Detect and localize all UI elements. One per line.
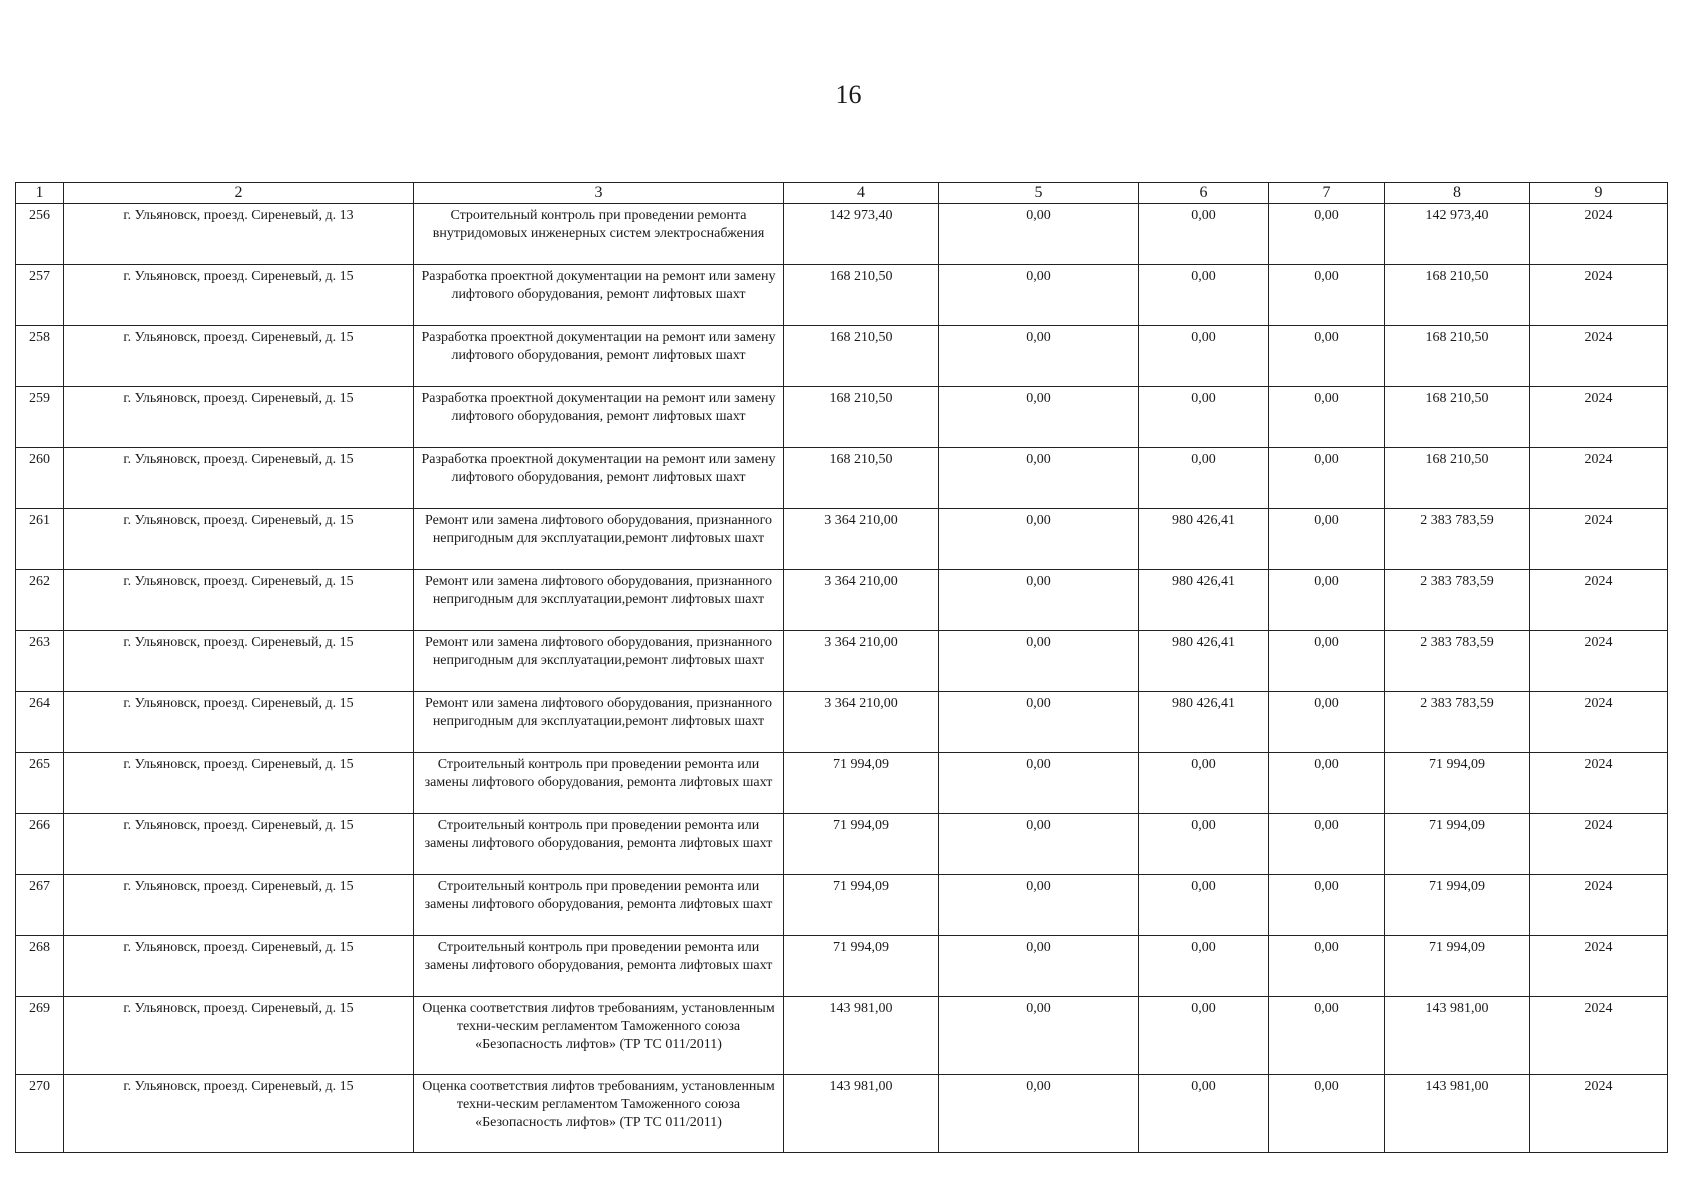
col-header-2: 2 bbox=[64, 183, 414, 204]
col6-cell: 0,00 bbox=[1139, 814, 1269, 875]
col5-cell: 0,00 bbox=[939, 875, 1139, 936]
col7-cell: 0,00 bbox=[1269, 326, 1385, 387]
row-number: 259 bbox=[16, 387, 64, 448]
col-header-4: 4 bbox=[784, 183, 939, 204]
work-type-cell: Оценка соответствия лифтов требованиям, установленным техни-ческим регламентом Таможенного союза «Безопасность лифтов» (ТР ТС 011/2011) bbox=[414, 1075, 784, 1153]
total-cost-cell: 3 364 210,00 bbox=[784, 570, 939, 631]
col-header-7: 7 bbox=[1269, 183, 1385, 204]
work-type-cell: Строительный контроль при проведении ремонта или замены лифтового оборудования, ремонта лифтовых шахт bbox=[414, 936, 784, 997]
work-type-cell: Строительный контроль при проведении ремонта внутридомовых инженерных систем электроснабжения bbox=[414, 204, 784, 265]
work-type-cell: Ремонт или замена лифтового оборудования, признанного непригодным для эксплуатации,ремонт лифтовых шахт bbox=[414, 692, 784, 753]
table-row bbox=[16, 875, 1668, 936]
row-number: 258 bbox=[16, 326, 64, 387]
col6-cell: 0,00 bbox=[1139, 326, 1269, 387]
work-type-cell: Оценка соответствия лифтов требованиям, установленным техни-ческим регламентом Таможенного союза «Безопасность лифтов» (ТР ТС 011/2011) bbox=[414, 997, 784, 1075]
col6-cell: 0,00 bbox=[1139, 448, 1269, 509]
work-type-cell: Разработка проектной документации на ремонт или замену лифтового оборудования, ремонт лифтовых шахт bbox=[414, 387, 784, 448]
address-cell: г. Ульяновск, проезд. Сиреневый, д. 15 bbox=[64, 936, 414, 997]
total-cost-cell: 143 981,00 bbox=[784, 997, 939, 1075]
row-number: 260 bbox=[16, 448, 64, 509]
address-cell: г. Ульяновск, проезд. Сиреневый, д. 15 bbox=[64, 997, 414, 1075]
address-cell: г. Ульяновск, проезд. Сиреневый, д. 15 bbox=[64, 387, 414, 448]
col5-cell: 0,00 bbox=[939, 997, 1139, 1075]
col5-cell: 0,00 bbox=[939, 1075, 1139, 1153]
table-row bbox=[16, 936, 1668, 997]
col5-cell: 0,00 bbox=[939, 265, 1139, 326]
address-cell: г. Ульяновск, проезд. Сиреневый, д. 15 bbox=[64, 326, 414, 387]
col7-cell: 0,00 bbox=[1269, 265, 1385, 326]
table-row bbox=[16, 387, 1668, 448]
col6-cell: 980 426,41 bbox=[1139, 631, 1269, 692]
col7-cell: 0,00 bbox=[1269, 387, 1385, 448]
row-number: 261 bbox=[16, 509, 64, 570]
works-table bbox=[15, 182, 1668, 1153]
col8-cell: 2 383 783,59 bbox=[1385, 692, 1530, 753]
col6-cell: 0,00 bbox=[1139, 753, 1269, 814]
total-cost-cell: 3 364 210,00 bbox=[784, 509, 939, 570]
address-cell: г. Ульяновск, проезд. Сиреневый, д. 13 bbox=[64, 204, 414, 265]
work-type-cell: Ремонт или замена лифтового оборудования, признанного непригодным для эксплуатации,ремонт лифтовых шахт bbox=[414, 509, 784, 570]
year-cell: 2024 bbox=[1530, 753, 1668, 814]
col8-cell: 168 210,50 bbox=[1385, 387, 1530, 448]
col8-cell: 143 981,00 bbox=[1385, 997, 1530, 1075]
total-cost-cell: 168 210,50 bbox=[784, 265, 939, 326]
work-type-cell: Строительный контроль при проведении ремонта или замены лифтового оборудования, ремонта лифтовых шахт bbox=[414, 753, 784, 814]
row-number: 262 bbox=[16, 570, 64, 631]
col5-cell: 0,00 bbox=[939, 570, 1139, 631]
row-number: 256 bbox=[16, 204, 64, 265]
col7-cell: 0,00 bbox=[1269, 997, 1385, 1075]
table-row bbox=[16, 570, 1668, 631]
col6-cell: 980 426,41 bbox=[1139, 509, 1269, 570]
col7-cell: 0,00 bbox=[1269, 570, 1385, 631]
total-cost-cell: 168 210,50 bbox=[784, 387, 939, 448]
year-cell: 2024 bbox=[1530, 509, 1668, 570]
table-row bbox=[16, 326, 1668, 387]
row-number: 264 bbox=[16, 692, 64, 753]
col7-cell: 0,00 bbox=[1269, 753, 1385, 814]
year-cell: 2024 bbox=[1530, 265, 1668, 326]
col5-cell: 0,00 bbox=[939, 204, 1139, 265]
year-cell: 2024 bbox=[1530, 692, 1668, 753]
address-cell: г. Ульяновск, проезд. Сиреневый, д. 15 bbox=[64, 692, 414, 753]
col5-cell: 0,00 bbox=[939, 936, 1139, 997]
year-cell: 2024 bbox=[1530, 631, 1668, 692]
col7-cell: 0,00 bbox=[1269, 448, 1385, 509]
col6-cell: 0,00 bbox=[1139, 265, 1269, 326]
work-type-cell: Строительный контроль при проведении ремонта или замены лифтового оборудования, ремонта лифтовых шахт bbox=[414, 875, 784, 936]
row-number: 266 bbox=[16, 814, 64, 875]
col8-cell: 71 994,09 bbox=[1385, 936, 1530, 997]
col-header-6: 6 bbox=[1139, 183, 1269, 204]
page-number: 16 bbox=[835, 80, 862, 109]
total-cost-cell: 71 994,09 bbox=[784, 936, 939, 997]
col8-cell: 142 973,40 bbox=[1385, 204, 1530, 265]
col6-cell: 0,00 bbox=[1139, 936, 1269, 997]
year-cell: 2024 bbox=[1530, 875, 1668, 936]
col7-cell: 0,00 bbox=[1269, 936, 1385, 997]
table-row bbox=[16, 753, 1668, 814]
total-cost-cell: 143 981,00 bbox=[784, 1075, 939, 1153]
total-cost-cell: 3 364 210,00 bbox=[784, 692, 939, 753]
col6-cell: 0,00 bbox=[1139, 1075, 1269, 1153]
col8-cell: 168 210,50 bbox=[1385, 448, 1530, 509]
year-cell: 2024 bbox=[1530, 387, 1668, 448]
col-header-9: 9 bbox=[1530, 183, 1668, 204]
col-header-1: 1 bbox=[16, 183, 64, 204]
work-type-cell: Разработка проектной документации на ремонт или замену лифтового оборудования, ремонт лифтовых шахт bbox=[414, 265, 784, 326]
table-row bbox=[16, 1075, 1668, 1153]
address-cell: г. Ульяновск, проезд. Сиреневый, д. 15 bbox=[64, 875, 414, 936]
col8-cell: 2 383 783,59 bbox=[1385, 631, 1530, 692]
work-type-cell: Строительный контроль при проведении ремонта или замены лифтового оборудования, ремонта лифтовых шахт bbox=[414, 814, 784, 875]
col6-cell: 0,00 bbox=[1139, 387, 1269, 448]
total-cost-cell: 71 994,09 bbox=[784, 753, 939, 814]
col5-cell: 0,00 bbox=[939, 509, 1139, 570]
col5-cell: 0,00 bbox=[939, 814, 1139, 875]
year-cell: 2024 bbox=[1530, 570, 1668, 631]
col5-cell: 0,00 bbox=[939, 692, 1139, 753]
table-row bbox=[16, 814, 1668, 875]
year-cell: 2024 bbox=[1530, 814, 1668, 875]
table-body bbox=[16, 204, 1668, 1153]
col6-cell: 0,00 bbox=[1139, 204, 1269, 265]
year-cell: 2024 bbox=[1530, 326, 1668, 387]
total-cost-cell: 71 994,09 bbox=[784, 814, 939, 875]
address-cell: г. Ульяновск, проезд. Сиреневый, д. 15 bbox=[64, 814, 414, 875]
address-cell: г. Ульяновск, проезд. Сиреневый, д. 15 bbox=[64, 631, 414, 692]
col6-cell: 980 426,41 bbox=[1139, 570, 1269, 631]
table-row bbox=[16, 997, 1668, 1075]
total-cost-cell: 142 973,40 bbox=[784, 204, 939, 265]
col8-cell: 168 210,50 bbox=[1385, 265, 1530, 326]
col-header-5: 5 bbox=[939, 183, 1139, 204]
row-number: 270 bbox=[16, 1075, 64, 1153]
col5-cell: 0,00 bbox=[939, 326, 1139, 387]
col7-cell: 0,00 bbox=[1269, 631, 1385, 692]
address-cell: г. Ульяновск, проезд. Сиреневый, д. 15 bbox=[64, 1075, 414, 1153]
col7-cell: 0,00 bbox=[1269, 814, 1385, 875]
table-row bbox=[16, 631, 1668, 692]
address-cell: г. Ульяновск, проезд. Сиреневый, д. 15 bbox=[64, 570, 414, 631]
col6-cell: 0,00 bbox=[1139, 875, 1269, 936]
year-cell: 2024 bbox=[1530, 448, 1668, 509]
col7-cell: 0,00 bbox=[1269, 875, 1385, 936]
total-cost-cell: 168 210,50 bbox=[784, 326, 939, 387]
col8-cell: 2 383 783,59 bbox=[1385, 570, 1530, 631]
address-cell: г. Ульяновск, проезд. Сиреневый, д. 15 bbox=[64, 265, 414, 326]
work-type-cell: Ремонт или замена лифтового оборудования, признанного непригодным для эксплуатации,ремонт лифтовых шахт bbox=[414, 631, 784, 692]
row-number: 263 bbox=[16, 631, 64, 692]
work-type-cell: Разработка проектной документации на ремонт или замену лифтового оборудования, ремонт лифтовых шахт bbox=[414, 448, 784, 509]
col8-cell: 71 994,09 bbox=[1385, 875, 1530, 936]
col8-cell: 168 210,50 bbox=[1385, 326, 1530, 387]
work-type-cell: Ремонт или замена лифтового оборудования, признанного непригодным для эксплуатации,ремонт лифтовых шахт bbox=[414, 570, 784, 631]
col-header-8: 8 bbox=[1385, 183, 1530, 204]
col7-cell: 0,00 bbox=[1269, 692, 1385, 753]
col6-cell: 0,00 bbox=[1139, 997, 1269, 1075]
col7-cell: 0,00 bbox=[1269, 509, 1385, 570]
col6-cell: 980 426,41 bbox=[1139, 692, 1269, 753]
year-cell: 2024 bbox=[1530, 204, 1668, 265]
table-row bbox=[16, 204, 1668, 265]
year-cell: 2024 bbox=[1530, 997, 1668, 1075]
row-number: 269 bbox=[16, 997, 64, 1075]
row-number: 257 bbox=[16, 265, 64, 326]
address-cell: г. Ульяновск, проезд. Сиреневый, д. 15 bbox=[64, 753, 414, 814]
total-cost-cell: 3 364 210,00 bbox=[784, 631, 939, 692]
row-number: 267 bbox=[16, 875, 64, 936]
table-row bbox=[16, 692, 1668, 753]
header-row bbox=[16, 183, 1668, 204]
row-number: 265 bbox=[16, 753, 64, 814]
work-type-cell: Разработка проектной документации на ремонт или замену лифтового оборудования, ремонт лифтовых шахт bbox=[414, 326, 784, 387]
table-row bbox=[16, 265, 1668, 326]
col8-cell: 143 981,00 bbox=[1385, 1075, 1530, 1153]
table-row bbox=[16, 448, 1668, 509]
total-cost-cell: 168 210,50 bbox=[784, 448, 939, 509]
col8-cell: 2 383 783,59 bbox=[1385, 509, 1530, 570]
col8-cell: 71 994,09 bbox=[1385, 814, 1530, 875]
col5-cell: 0,00 bbox=[939, 387, 1139, 448]
col7-cell: 0,00 bbox=[1269, 204, 1385, 265]
address-cell: г. Ульяновск, проезд. Сиреневый, д. 15 bbox=[64, 509, 414, 570]
col-header-3: 3 bbox=[414, 183, 784, 204]
row-number: 268 bbox=[16, 936, 64, 997]
year-cell: 2024 bbox=[1530, 1075, 1668, 1153]
address-cell: г. Ульяновск, проезд. Сиреневый, д. 15 bbox=[64, 448, 414, 509]
total-cost-cell: 71 994,09 bbox=[784, 875, 939, 936]
col5-cell: 0,00 bbox=[939, 631, 1139, 692]
col5-cell: 0,00 bbox=[939, 448, 1139, 509]
col7-cell: 0,00 bbox=[1269, 1075, 1385, 1153]
table-row bbox=[16, 509, 1668, 570]
col8-cell: 71 994,09 bbox=[1385, 753, 1530, 814]
year-cell: 2024 bbox=[1530, 936, 1668, 997]
col5-cell: 0,00 bbox=[939, 753, 1139, 814]
